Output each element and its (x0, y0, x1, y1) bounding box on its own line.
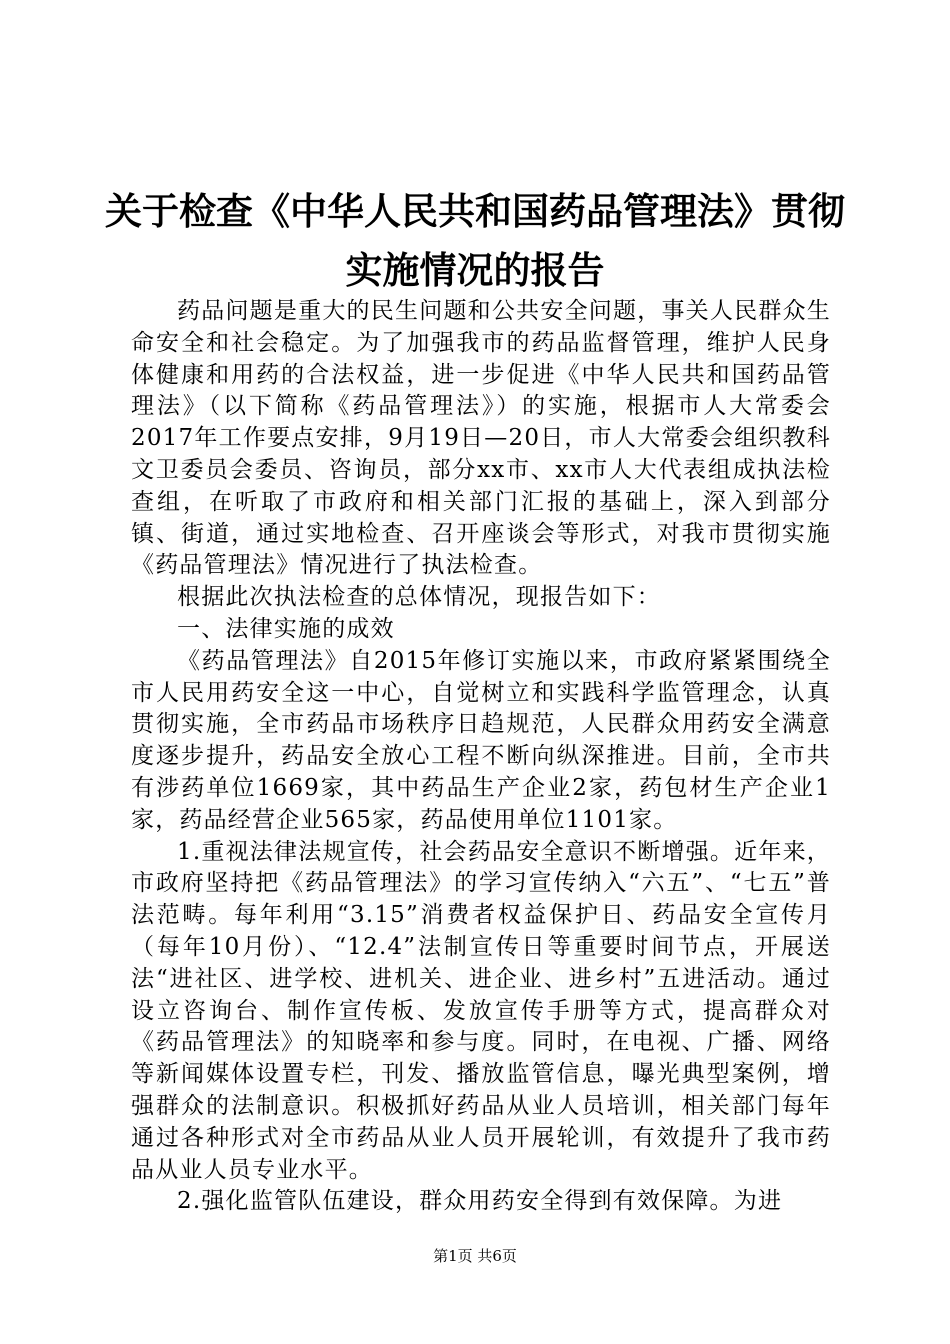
paragraph-achievements: 《药品管理法》自2015年修订实施以来，市政府紧紧围绕全市人民用药安全这一中心，自觉树立和实践科学监管理念，认真贯彻实施，全市药品市场秩序日趋规范，人民群众用药安全满意度逐步提升，药品安全放心工程不断向纵深推进。目前，全市共有涉药单位1669家，其中药品生产企业2家，药包材生产企业1家，药品经营企业565家，药品使用单位1101家。 (131, 647, 831, 833)
document-body (131, 296, 831, 1218)
paragraph-point-2: 2.强化监管队伍建设，群众用药安全得到有效保障。为进 (177, 1188, 783, 1215)
document-title-line-2: 实施情况的报告 (345, 249, 605, 292)
paragraph-intro: 药品问题是重大的民生问题和公共安全问题，事关人民群众生命安全和社会稳定。为了加强我市的药品监督管理，维护人民身体健康和用药的合法权益，进一步促进《中华人民共和国药品管理法》（以下简称《药品管理法》）的实施，根据市人大常委会2017年工作要点安排，9月19日—20日，市人大常委会组织教科文卫委员会委员、咨询员，部分xx市、xx市人大代表组成执法检查组，在听取了市政府和相关部门汇报的基础上，深入到部分镇、街道，通过实地检查、召开座谈会等形式，对我市贯彻实施《药品管理法》情况进行了执法检查。 (131, 298, 831, 579)
paragraph-point-1: 1.重视法律法规宣传，社会药品安全意识不断增强。近年来，市政府坚持把《药品管理法》的学习宣传纳入“六五”、“七五”普法范畴。每年利用“3.15”消费者权益保护日、药品安全宣传月（每年10月份）、“12.4”法制宣传日等重要时间节点，开展送法“进社区、进学校、进机关、进企业、进乡村”五进活动。通过设立咨询台、制作宣传板、发放宣传手册等方式，提高群众对《药品管理法》的知晓率和参与度。同时，在电视、广播、网络等新闻媒体设置专栏，刊发、播放监管信息，曝光典型案例，增强群众的法制意识。积极抓好药品从业人员培训，相关部门每年通过各种形式对全市药品从业人员开展轮训，有效提升了我市药品从业人员专业水平。 (131, 838, 831, 1183)
paragraph-report-lead: 根据此次执法检查的总体情况，现报告如下： (177, 584, 661, 611)
document-title-line-1: 关于检查《中华人民共和国药品管理法》贯彻 (105, 190, 845, 233)
section-heading: 一、法律实施的成效 (177, 615, 395, 642)
page-footer: 第1页 共6页 (433, 1247, 517, 1265)
